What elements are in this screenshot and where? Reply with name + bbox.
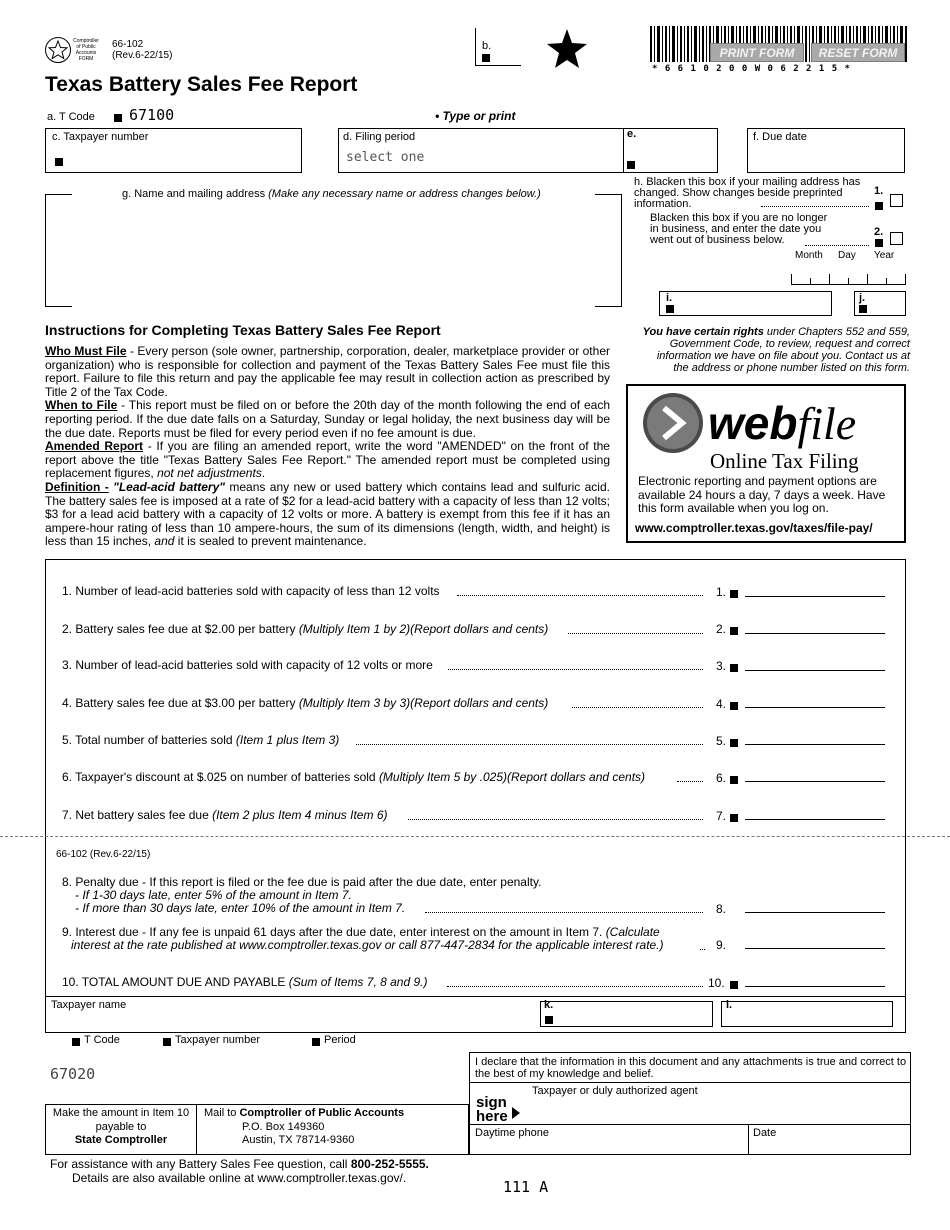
phone-divider — [469, 1124, 911, 1125]
item-3-input[interactable] — [745, 670, 885, 671]
bracket-tr — [595, 194, 622, 195]
webfile-arrow-icon — [642, 392, 704, 454]
declaration-text: I declare that the information in this document and any attachments is true and correct to the best of my knowledge and belief. — [475, 1056, 907, 1080]
item-4-leader — [572, 707, 703, 708]
name-address-label — [122, 188, 541, 200]
name-address-note: (Make any necessary name or address changes below.) — [268, 188, 541, 200]
type-or-print-text: Type or print — [442, 109, 516, 123]
payable-line-3: State Comptroller — [74, 1134, 168, 1146]
webfile-description: Electronic reporting and payment options are available 24 hours a day, 7 days a week. Have this form available when you log on. — [638, 474, 886, 515]
item-6-text: 6. Taxpayer's discount at $.025 on number of batteries sold — [62, 770, 379, 784]
item-10-input[interactable] — [745, 986, 885, 987]
bracket-bl — [45, 306, 72, 307]
item-7-input[interactable] — [745, 819, 885, 820]
definition-and: and — [154, 534, 175, 549]
filing-period-value[interactable]: select one — [346, 150, 425, 165]
item-8-label: 8. Penalty due - If this report is filed or the fee due is paid after the due date, enter penalty. — [62, 875, 542, 889]
h2-marker — [875, 239, 883, 247]
definition-term: "Lead-acid battery" — [113, 479, 225, 494]
amended-report-label: Amended Report — [45, 439, 144, 454]
item-4-input[interactable] — [745, 707, 885, 708]
form-revision: (Rev.6-22/15) — [112, 50, 173, 61]
field-i[interactable] — [659, 291, 832, 316]
item-3-marker — [730, 664, 738, 672]
definition-end: it is sealed to prevent maintenance. — [174, 534, 367, 549]
print-form-button[interactable]: PRINT FORM — [710, 43, 804, 62]
declaration-divider — [469, 1082, 911, 1083]
mail-line-1 — [204, 1107, 404, 1121]
item-8-input[interactable] — [745, 912, 885, 913]
h1-leader — [761, 206, 869, 207]
item-2-note: (Multiply Item 1 by 2)(Report dollars and cents) — [298, 622, 549, 636]
field-i-marker — [666, 305, 674, 313]
item-10-number: 10. — [708, 976, 725, 990]
filing-period-label: d. Filing period — [343, 131, 416, 143]
definition-paragraph — [45, 481, 610, 549]
webfile-url[interactable]: www.comptroller.texas.gov/taxes/file-pay/ — [635, 521, 873, 535]
item-7-marker — [730, 814, 738, 822]
agent-label: Taxpayer or duly authorized agent — [532, 1085, 698, 1097]
item-1-leader — [457, 595, 703, 596]
amended-report-italic: not net adjustments — [157, 466, 262, 481]
item-3-leader — [448, 669, 703, 670]
item-6-input[interactable] — [745, 781, 885, 782]
instructions-heading: Instructions for Completing Texas Battery Sales Fee Report — [45, 322, 441, 338]
item-6-label — [62, 770, 645, 784]
item-5-leader — [356, 744, 703, 745]
lower-tcode-value[interactable]: 67020 — [50, 1065, 96, 1083]
field-l-label: l. — [726, 999, 733, 1011]
item-8-leader — [425, 912, 703, 913]
item-1-input[interactable] — [745, 596, 885, 597]
lower-taxpayer-number-label: Taxpayer number — [175, 1034, 260, 1046]
item-2-input[interactable] — [745, 633, 885, 634]
date-tick-6 — [886, 278, 887, 284]
item-4-number: 4. — [716, 697, 727, 711]
item-10-text: 10. TOTAL AMOUNT DUE AND PAYABLE — [62, 975, 289, 989]
field-k[interactable] — [540, 1001, 713, 1027]
name-address-field[interactable] — [45, 194, 622, 307]
field-k-label: k. — [544, 999, 554, 1011]
item-10-leader — [447, 986, 703, 987]
field-l[interactable] — [721, 1001, 893, 1027]
assistance-line-1 — [50, 1157, 429, 1171]
field-e[interactable] — [623, 128, 718, 173]
bracket-left — [45, 194, 46, 307]
lower-period-marker — [312, 1038, 320, 1046]
lower-tcode-label: T Code — [84, 1034, 120, 1046]
seal-star-icon — [46, 38, 70, 62]
amended-report-paragraph: Amended Report - If you are filing an amended report, write the word "AMENDED" on the front of the report above the title "Texas Battery Sales Fee Report." The amended report must be completed using replacement figures, not net adjustments. — [45, 439, 610, 481]
barcode-text: * 6 6 1 0 2 0 0 W 0 6 2 2 1 5 * — [652, 64, 851, 74]
item-1-number: 1. — [716, 585, 727, 599]
h1-marker — [875, 202, 883, 210]
assistance-line-2: Details are also available online at www.comptroller.texas.gov/. — [72, 1171, 407, 1185]
when-to-file-paragraph — [45, 399, 610, 440]
tcode-label: a. T Code — [47, 111, 95, 123]
item-8-number: 8. — [716, 902, 727, 916]
item-10-label — [62, 975, 427, 989]
out-of-business-checkbox[interactable] — [890, 232, 903, 245]
item-6-marker — [730, 776, 738, 784]
form-number: 66-102 — [112, 39, 144, 50]
h1-number: 1. — [874, 185, 884, 197]
field-b-marker — [482, 54, 490, 62]
who-must-file-label: Who Must File — [45, 344, 127, 358]
date-tick-5 — [867, 274, 868, 284]
year-label: Year — [874, 250, 895, 261]
item-6-note: (Multiply Item 5 by .025)(Report dollars and cents) — [378, 770, 646, 784]
item-5-number: 5. — [716, 734, 727, 748]
payable-text — [45, 1107, 197, 1148]
daytime-phone-label: Daytime phone — [475, 1127, 549, 1139]
item-5-label — [62, 733, 339, 747]
address-changed-checkbox[interactable] — [890, 194, 903, 207]
out-of-business-date-field[interactable] — [791, 265, 906, 285]
bracket-tl — [45, 194, 72, 195]
item-3-text: 3. Number of lead-acid batteries sold with capacity of 12 volts or more — [62, 658, 433, 672]
item-6-leader — [677, 781, 703, 782]
item-2-label — [62, 622, 548, 636]
item-8-note-b: - If more than 30 days late, enter 10% of the amount in Item 7. — [75, 901, 406, 915]
taxpayer-name-divider — [45, 996, 906, 997]
when-to-file-text: - This report must be filed on or before the 20th day of the month following the end of each reporting period. If the due date falls on a Saturday, Sunday or legal holiday, the next business day will be the due date. Reports must be filed for every period even if no fee amount is due. — [45, 398, 610, 440]
item-8-note-a: - If 1-30 days late, enter 5% of the amount in Item 7. — [75, 888, 352, 902]
item-5-marker — [730, 739, 738, 747]
item-9-number: 9. — [716, 938, 727, 952]
item-4-marker — [730, 702, 738, 710]
tcode-value[interactable]: 67100 — [129, 106, 175, 124]
when-to-file-label: When to File — [45, 398, 118, 413]
item-2-marker — [730, 627, 738, 635]
definition-text: means any new or used battery which contains lead and sulfuric acid. The battery sales fee is imposed at a rate of $2 for a lead-acid battery with a capacity of less than 12 volts; $3 for a lead acid battery with a capacity of 12 volts or more. A battery is exempt from this fee if it has an ampere-hour rating of less than 10 ampere-hours, the sum of its dimensions (length, width, and height) is less than 15 inches, — [45, 479, 610, 549]
taxpayer-number-label: c. Taxpayer number — [52, 131, 149, 143]
seal-caption: Comptroller of Public Accounts FORM — [73, 38, 99, 62]
item-10-note: (Sum of Items 7, 8 and 9.) — [288, 975, 428, 989]
item-7-number: 7. — [716, 809, 727, 823]
lower-tcode-marker — [72, 1038, 80, 1046]
lower-period-label: Period — [324, 1034, 356, 1046]
item-1-marker — [730, 590, 738, 598]
h1-instruction: h. Blacken this box if your mailing address has changed. Show changes beside preprinted information. — [634, 176, 861, 210]
due-date-label: f. Due date — [753, 131, 807, 143]
webfile-subtitle: Online Tax Filing — [710, 449, 859, 473]
field-e-marker — [627, 161, 635, 169]
day-label: Day — [838, 250, 856, 261]
item-2-number: 2. — [716, 622, 727, 636]
star-icon — [545, 27, 589, 71]
webfile-web: web — [708, 397, 798, 449]
sign-here-text: sign here — [476, 1094, 508, 1125]
instructions-body — [45, 345, 610, 549]
assistance-text: For assistance with any Battery Sales Fee question, call — [50, 1157, 351, 1171]
item-2-text: 2. Battery sales fee due at $2.00 per battery — [62, 622, 299, 636]
item-1-text: 1. Number of lead-acid batteries sold with capacity of less than 12 volts — [62, 584, 440, 598]
page-title: Texas Battery Sales Fee Report — [45, 73, 358, 96]
name-address-label-text: g. Name and mailing address — [122, 188, 266, 200]
rights-text: under Chapters 552 and 559, Government Code, to review, request and correct information we have on file about you. Contact us at the address or phone number listed on this form. — [656, 326, 910, 374]
item-9-text: 9. Interest due - If any fee is unpaid 61 days after the due date, enter interest on the amount in Item 7. — [62, 925, 603, 939]
webfile-file: file — [797, 398, 857, 449]
item-9-note-1: (Calculate — [605, 925, 660, 939]
item-9-note-2: interest at the rate published at www.comptroller.texas.gov or call 877-447-2834 for the applicable interest rate.) — [71, 938, 664, 952]
amended-report-text: - If you are filing an amended report, write the word "AMENDED" on the front of the report above the title "Texas Battery Sales Fee Report." The amended report must be completed using replacement figures, — [45, 439, 610, 481]
phone-date-divider — [748, 1124, 749, 1155]
h2-number: 2. — [874, 226, 884, 238]
mail-city-line: Austin, TX 78714-9360 — [242, 1134, 355, 1146]
rights-notice — [640, 326, 910, 374]
field-j-label: j. — [859, 292, 866, 304]
reset-form-button[interactable]: RESET FORM — [811, 43, 905, 62]
payable-line-2: payable to — [95, 1120, 147, 1133]
bracket-right — [621, 194, 622, 307]
date-tick-4 — [848, 278, 849, 284]
date-tick-3 — [829, 274, 830, 284]
date-tick-2 — [810, 278, 811, 284]
definition-label: Definition - — [45, 479, 109, 494]
perforation-line — [0, 836, 950, 837]
field-b-label: b. — [482, 40, 492, 52]
bracket-br — [595, 306, 622, 307]
date-label: Date — [753, 1127, 777, 1139]
webfile-logo — [708, 398, 856, 449]
item-4-note: (Multiply Item 3 by 3)(Report dollars and cents) — [298, 696, 549, 710]
lower-taxpayer-number-marker — [163, 1038, 171, 1046]
who-must-file-paragraph — [45, 345, 610, 399]
item-9-label — [62, 925, 660, 939]
type-or-print-note: • Type or print — [435, 109, 516, 123]
field-i-label: i. — [666, 292, 673, 304]
signature-field[interactable] — [530, 1100, 908, 1122]
item-7-leader — [408, 819, 703, 820]
item-3-number: 3. — [716, 659, 727, 673]
item-4-label — [62, 696, 548, 710]
item-1-label — [62, 584, 440, 598]
item-9-input[interactable] — [745, 948, 885, 949]
payable-line-1: Make the amount in Item 10 — [52, 1107, 190, 1119]
taxpayer-number-marker — [55, 158, 63, 166]
mail-box-line: P.O. Box 149360 — [242, 1120, 325, 1133]
item-4-text: 4. Battery sales fee due at $3.00 per battery — [62, 696, 299, 710]
tcode-marker — [114, 114, 122, 122]
field-j-marker — [859, 305, 867, 313]
item-5-text: 5. Total number of batteries sold — [62, 733, 236, 747]
taxpayer-name-label: Taxpayer name — [51, 999, 127, 1011]
item-2-leader — [568, 633, 703, 634]
month-label: Month — [795, 250, 823, 261]
mail-to-label: Mail to — [204, 1107, 240, 1119]
item-10-marker — [730, 981, 738, 989]
item-6-number: 6. — [716, 771, 727, 785]
item-9-leader — [700, 949, 705, 950]
comptroller-seal — [45, 37, 71, 63]
h2-instruction: Blacken this box if you are no longer in business, and enter the date you went out of business below. — [650, 212, 828, 246]
item-3-label — [62, 658, 433, 672]
item-5-input[interactable] — [745, 744, 885, 745]
h2-leader — [805, 245, 869, 246]
sign-arrow-icon — [511, 1106, 521, 1120]
rights-bold: You have certain rights — [642, 326, 764, 338]
item-7-text: 7. Net battery sales fee due — [62, 808, 213, 822]
sign-here-label — [476, 1096, 516, 1124]
mail-text — [204, 1107, 404, 1148]
footer-code: 111 A — [503, 1178, 549, 1196]
date-tick-7 — [905, 274, 906, 284]
mail-name: Comptroller of Public Accounts — [239, 1107, 405, 1119]
who-must-file-text: - Every person (sole owner, partnership, corporation, dealer, marketplace provider or other organization) who is responsible for collection and payment of the Texas Battery Sales Fee must file this report. Failure to file this return and pay the applicable fee may result in collection action as prescribed by Title 2 of the Tax Code. — [45, 344, 610, 399]
date-tick-1 — [791, 274, 792, 284]
assistance-phone: 800-252-5555. — [350, 1157, 429, 1171]
item-7-note: (Item 2 plus Item 4 minus Item 6) — [212, 808, 388, 822]
field-e-label: e. — [627, 128, 637, 140]
item-5-note: (Item 1 plus Item 3) — [235, 733, 340, 747]
field-k-marker — [545, 1016, 553, 1024]
lower-form-ref: 66-102 (Rev.6-22/15) — [56, 849, 151, 860]
item-7-label — [62, 808, 387, 822]
